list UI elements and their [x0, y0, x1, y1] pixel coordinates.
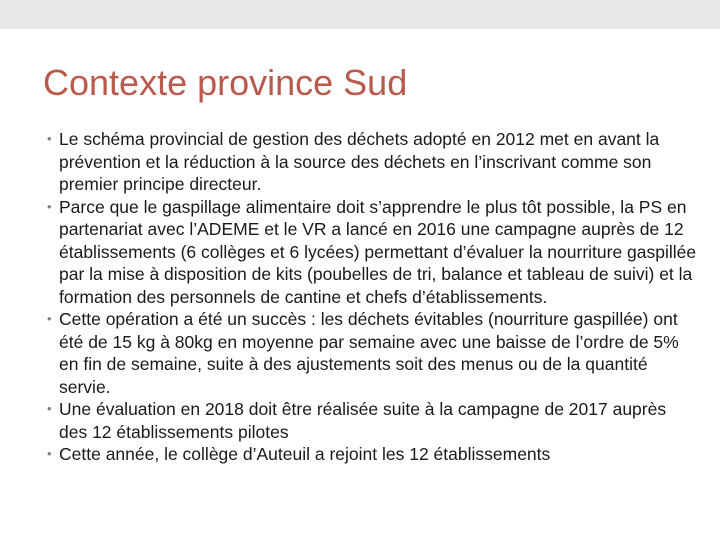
- bullet-dot-icon: •: [47, 131, 52, 146]
- top-band: [0, 0, 720, 29]
- bullet-text-3: Cette opération a été un succès : les déchets évitables (nourriture gaspillée) ont été de 15 kg à 80kg en moyenne par semaine avec une baisse de l’ordre de 5% en fin de semaine, suite à des ajustements soit des menus ou de la quantité servie.: [59, 309, 679, 397]
- bullet-dot-icon: •: [47, 401, 52, 416]
- bullet-text-2: Parce que le gaspillage alimentaire doit s’apprendre le plus tôt possible, la PS en partenariat avec l’ADEME et le VR a lancé en 2016 une campagne auprès de 12 établissements (6 collèges et 6 lycées) permettant d’évaluer la nourriture gaspillée par la mise à disposition de kits (poubelles de tri, balance et tableau de suivi) et la formation des personnels de cantine et chefs d’établissements.: [59, 196, 697, 307]
- slide-title: Contexte province Sud: [43, 62, 408, 103]
- bullet-text-4: Une évaluation en 2018 doit être réalisée suite à la campagne de 2017 auprès des 12 établissements pilotes: [59, 399, 667, 442]
- bullet-text-5: Cette année, le collège d’Auteuil a rejoint les 12 établissements: [59, 444, 551, 464]
- bullet-item-5: [47, 443, 697, 466]
- bullet-dot-icon: •: [47, 311, 52, 326]
- bullet-item-1: [47, 128, 697, 196]
- bullet-item-3: [47, 308, 697, 398]
- bullet-dot-icon: •: [47, 446, 52, 461]
- bullet-item-2: [47, 196, 697, 309]
- bullet-text-1: Le schéma provincial de gestion des déchets adopté en 2012 met en avant la prévention et la réduction à la source des déchets en l’inscrivant comme son premier principe directeur.: [59, 129, 660, 194]
- bullet-list: [47, 128, 697, 466]
- bullet-dot-icon: •: [47, 198, 52, 214]
- bullet-item-4: [47, 398, 697, 443]
